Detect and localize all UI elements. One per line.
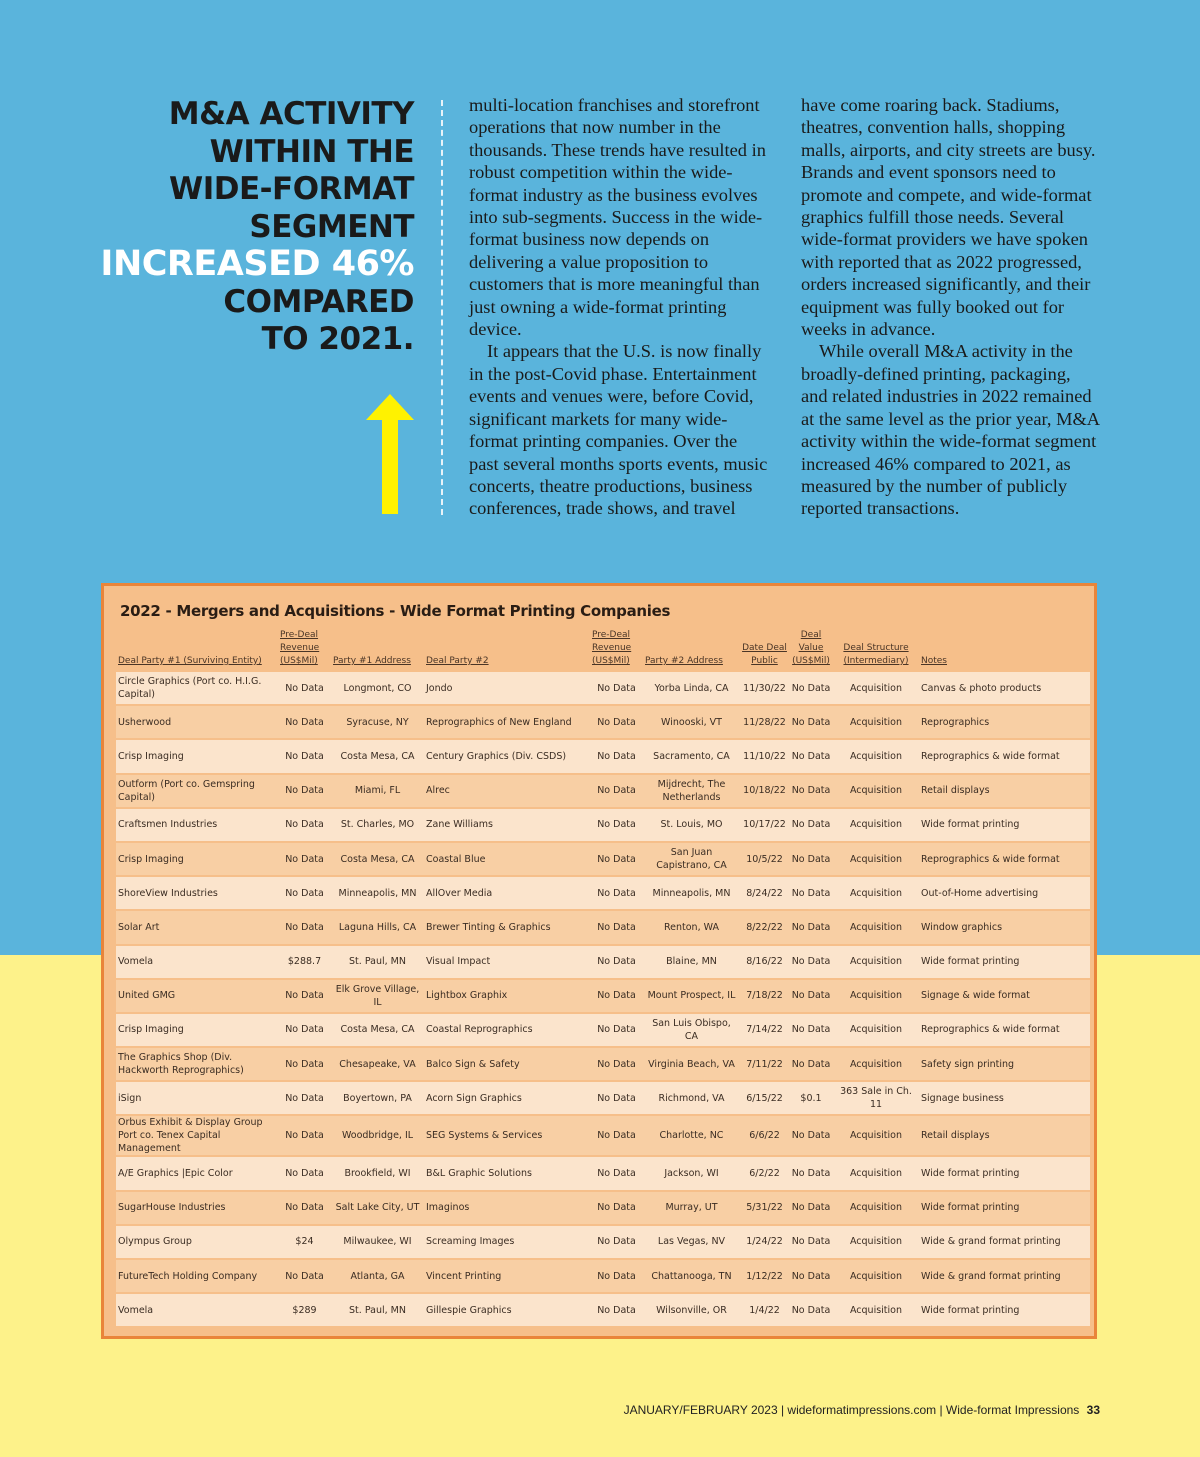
revenue2-cell: No Data — [590, 1191, 643, 1225]
notes-cell: Wide format printing — [919, 808, 1090, 842]
party1-cell: FutureTech Holding Company — [116, 1259, 278, 1293]
table-row — [116, 1191, 1090, 1225]
party2-cell: Gillespie Graphics — [424, 1293, 590, 1327]
value-cell: No Data — [789, 705, 833, 739]
notes-cell: Window graphics — [919, 910, 1090, 944]
party1-cell: A/E Graphics |Epic Color — [116, 1156, 278, 1190]
table-row — [116, 1225, 1090, 1259]
table-row — [116, 1293, 1090, 1327]
ma-table — [116, 626, 1090, 1328]
revenue2-cell: No Data — [590, 1047, 643, 1081]
party1-cell: The Graphics Shop (Div. Hackworth Reprographics) — [116, 1047, 278, 1081]
date-cell: 7/11/22 — [740, 1047, 789, 1081]
column-header: Date Deal Public — [742, 643, 787, 666]
revenue2-cell: No Data — [590, 705, 643, 739]
structure-cell: Acquisition — [833, 979, 919, 1013]
revenue2-cell: No Data — [590, 1013, 643, 1047]
notes-cell: Retail displays — [919, 774, 1090, 808]
arrow-up-icon — [366, 394, 414, 514]
date-cell: 1/12/22 — [740, 1259, 789, 1293]
article-column-2 — [801, 94, 1101, 520]
structure-cell: Acquisition — [833, 1191, 919, 1225]
structure-cell: Acquisition — [833, 1225, 919, 1259]
revenue1-cell: No Data — [278, 1081, 331, 1115]
value-cell: No Data — [789, 1013, 833, 1047]
notes-cell: Reprographics & wide format — [919, 842, 1090, 876]
structure-cell: Acquisition — [833, 739, 919, 773]
table-row — [116, 979, 1090, 1013]
pull-quote-highlight: INCREASED 46% — [100, 244, 414, 284]
notes-cell: Wide & grand format printing — [919, 1225, 1090, 1259]
column-divider — [441, 100, 443, 515]
address2-cell: Wilsonville, OR — [643, 1293, 740, 1327]
revenue1-cell: No Data — [278, 1259, 331, 1293]
value-cell: No Data — [789, 979, 833, 1013]
party2-cell: B&L Graphic Solutions — [424, 1156, 590, 1190]
notes-cell: Wide format printing — [919, 1293, 1090, 1327]
revenue1-cell: No Data — [278, 979, 331, 1013]
structure-cell: Acquisition — [833, 1156, 919, 1190]
party1-cell: Outform (Port co. Gemspring Capital) — [116, 774, 278, 808]
revenue1-cell: No Data — [278, 1191, 331, 1225]
pull-quote-line: TO 2021. — [261, 321, 414, 357]
address1-cell: Laguna Hills, CA — [331, 910, 424, 944]
table-row — [116, 945, 1090, 979]
value-cell: No Data — [789, 842, 833, 876]
revenue1-cell: No Data — [278, 808, 331, 842]
column-header: Party #2 Address — [645, 656, 723, 666]
party2-cell: AllOver Media — [424, 876, 590, 910]
address2-cell: Renton, WA — [643, 910, 740, 944]
party2-cell: Lightbox Graphix — [424, 979, 590, 1013]
column-header: Pre-Deal Revenue (US$Mil) — [280, 630, 320, 666]
party1-cell: Circle Graphics (Port co. H.I.G. Capital) — [116, 672, 278, 705]
revenue2-cell: No Data — [590, 1081, 643, 1115]
date-cell: 6/6/22 — [740, 1115, 789, 1156]
structure-cell: Acquisition — [833, 705, 919, 739]
revenue2-cell: No Data — [590, 1225, 643, 1259]
address2-cell: Murray, UT — [643, 1191, 740, 1225]
party2-cell: Acorn Sign Graphics — [424, 1081, 590, 1115]
date-cell: 8/24/22 — [740, 876, 789, 910]
address1-cell: Costa Mesa, CA — [331, 842, 424, 876]
revenue1-cell: No Data — [278, 774, 331, 808]
address1-cell: Elk Grove Village, IL — [331, 979, 424, 1013]
table-row — [116, 1115, 1090, 1156]
structure-cell: 363 Sale in Ch. 11 — [833, 1081, 919, 1115]
address2-cell: San Luis Obispo, CA — [643, 1013, 740, 1047]
address1-cell: Costa Mesa, CA — [331, 1013, 424, 1047]
party1-cell: Vomela — [116, 1293, 278, 1327]
table-body — [116, 672, 1090, 1327]
column-header: Party #1 Address — [333, 656, 411, 666]
pull-quote-line: WIDE-FORMAT — [169, 171, 414, 207]
structure-cell: Acquisition — [833, 808, 919, 842]
revenue2-cell: No Data — [590, 945, 643, 979]
address1-cell: Minneapolis, MN — [331, 876, 424, 910]
column-header: Deal Structure (Intermediary) — [843, 643, 909, 666]
value-cell: No Data — [789, 910, 833, 944]
party1-cell: Olympus Group — [116, 1225, 278, 1259]
footer-text: JANUARY/FEBRUARY 2023 | wideformatimpressions.com | Wide-format Impressions — [623, 1403, 1080, 1417]
address2-cell: San Juan Capistrano, CA — [643, 842, 740, 876]
party1-cell: Usherwood — [116, 705, 278, 739]
table-row — [116, 1013, 1090, 1047]
address2-cell: Yorba Linda, CA — [643, 672, 740, 705]
address2-cell: Blaine, MN — [643, 945, 740, 979]
value-cell: No Data — [789, 672, 833, 705]
revenue2-cell: No Data — [590, 1259, 643, 1293]
address2-cell: Mijdrecht, The Netherlands — [643, 774, 740, 808]
address1-cell: Woodbridge, IL — [331, 1115, 424, 1156]
pull-quote-line: SEGMENT — [249, 208, 414, 245]
structure-cell: Acquisition — [833, 1293, 919, 1327]
party2-cell: Imaginos — [424, 1191, 590, 1225]
revenue1-cell: No Data — [278, 1013, 331, 1047]
notes-cell: Wide format printing — [919, 1156, 1090, 1190]
address1-cell: St. Paul, MN — [331, 1293, 424, 1327]
notes-cell: Retail displays — [919, 1115, 1090, 1156]
party2-cell: Alrec — [424, 774, 590, 808]
page-footer — [624, 1403, 1100, 1417]
address2-cell: Chattanooga, TN — [643, 1259, 740, 1293]
notes-cell: Wide format printing — [919, 1191, 1090, 1225]
date-cell: 10/18/22 — [740, 774, 789, 808]
column-header: Pre-Deal Revenue (US$Mil) — [592, 630, 632, 666]
article-paragraph: have come roaring back. Stadiums, theatres, convention halls, shopping malls, airports, and city streets are busy. Brands and event sponsors need to promote and compete, and wide-format graphics fulfill those needs. Several wide-format providers we have spoken with reported that as 2022 progressed, orders increased significantly, and their equipment was fully booked out for weeks in advance. — [801, 95, 1096, 340]
table-row — [116, 842, 1090, 876]
party1-cell: Crisp Imaging — [116, 739, 278, 773]
address2-cell: Charlotte, NC — [643, 1115, 740, 1156]
article-paragraph: multi-location franchises and storefront operations that now number in the thousands. These trends have resulted in robust competition within the wide-format industry as the business evolves into sub-segments. Success in the wide-format business now depends on delivering a value proposition to customers that is more meaningful than just owning a wide-format printing device. — [469, 95, 766, 340]
address1-cell: Chesapeake, VA — [331, 1047, 424, 1081]
revenue1-cell: $288.7 — [278, 945, 331, 979]
revenue2-cell: No Data — [590, 1115, 643, 1156]
notes-cell: Reprographics & wide format — [919, 739, 1090, 773]
structure-cell: Acquisition — [833, 945, 919, 979]
structure-cell: Acquisition — [833, 774, 919, 808]
address2-cell: Sacramento, CA — [643, 739, 740, 773]
article-paragraph: While overall M&A activity in the broadly-defined printing, packaging, and related industries in 2022 remained at the same level as the prior year, M&A activity within the wide-format segment increased 46% compared to 2021, as measured by the number of publicly reported transactions. — [801, 341, 1100, 519]
address2-cell: Virginia Beach, VA — [643, 1047, 740, 1081]
party1-cell: United GMG — [116, 979, 278, 1013]
party2-cell: Screaming Images — [424, 1225, 590, 1259]
notes-cell: Wide & grand format printing — [919, 1259, 1090, 1293]
pull-quote-line: M&A ACTIVITY — [168, 96, 414, 132]
address2-cell: Las Vegas, NV — [643, 1225, 740, 1259]
date-cell: 1/4/22 — [740, 1293, 789, 1327]
pull-quote-line: WITHIN THE — [209, 133, 414, 170]
address2-cell: Minneapolis, MN — [643, 876, 740, 910]
revenue2-cell: No Data — [590, 672, 643, 705]
table-title: 2022 - Mergers and Acquisitions - Wide Format Printing Companies — [120, 602, 671, 620]
value-cell: No Data — [789, 774, 833, 808]
ma-table-panel — [101, 583, 1097, 1339]
structure-cell: Acquisition — [833, 1047, 919, 1081]
revenue2-cell: No Data — [590, 1156, 643, 1190]
revenue1-cell: No Data — [278, 876, 331, 910]
address1-cell: Costa Mesa, CA — [331, 739, 424, 773]
revenue2-cell: No Data — [590, 808, 643, 842]
notes-cell: Reprographics & wide format — [919, 1013, 1090, 1047]
revenue2-cell: No Data — [590, 910, 643, 944]
column-header: Notes — [921, 656, 947, 666]
date-cell: 5/31/22 — [740, 1191, 789, 1225]
address1-cell: Atlanta, GA — [331, 1259, 424, 1293]
value-cell: No Data — [789, 1047, 833, 1081]
party1-cell: Solar Art — [116, 910, 278, 944]
revenue1-cell: $289 — [278, 1293, 331, 1327]
table-row — [116, 1081, 1090, 1115]
value-cell: No Data — [789, 945, 833, 979]
revenue2-cell: No Data — [590, 876, 643, 910]
notes-cell: Signage & wide format — [919, 979, 1090, 1013]
party1-cell: Crisp Imaging — [116, 842, 278, 876]
party2-cell: Coastal Blue — [424, 842, 590, 876]
address1-cell: Brookfield, WI — [331, 1156, 424, 1190]
address1-cell: St. Paul, MN — [331, 945, 424, 979]
page-number: 33 — [1086, 1403, 1100, 1417]
party2-cell: Balco Sign & Safety — [424, 1047, 590, 1081]
structure-cell: Acquisition — [833, 876, 919, 910]
revenue2-cell: No Data — [590, 979, 643, 1013]
notes-cell: Out-of-Home advertising — [919, 876, 1090, 910]
notes-cell: Canvas & photo products — [919, 672, 1090, 705]
notes-cell: Wide format printing — [919, 945, 1090, 979]
value-cell: No Data — [789, 808, 833, 842]
table-row — [116, 1156, 1090, 1190]
address2-cell: Richmond, VA — [643, 1081, 740, 1115]
revenue1-cell: No Data — [278, 672, 331, 705]
address1-cell: Milwaukee, WI — [331, 1225, 424, 1259]
party2-cell: Visual Impact — [424, 945, 590, 979]
party2-cell: Century Graphics (Div. CSDS) — [424, 739, 590, 773]
structure-cell: Acquisition — [833, 1115, 919, 1156]
table-header-row — [116, 626, 1090, 672]
address2-cell: Mount Prospect, IL — [643, 979, 740, 1013]
address1-cell: Miami, FL — [331, 774, 424, 808]
address1-cell: St. Charles, MO — [331, 808, 424, 842]
revenue2-cell: No Data — [590, 842, 643, 876]
table-row — [116, 672, 1090, 705]
address1-cell: Boyertown, PA — [331, 1081, 424, 1115]
party1-cell: iSign — [116, 1081, 278, 1115]
date-cell: 10/5/22 — [740, 842, 789, 876]
address1-cell: Longmont, CO — [331, 672, 424, 705]
revenue1-cell: No Data — [278, 1047, 331, 1081]
date-cell: 11/30/22 — [740, 672, 789, 705]
table-row — [116, 739, 1090, 773]
pull-quote — [100, 96, 414, 359]
structure-cell: Acquisition — [833, 910, 919, 944]
party2-cell: Brewer Tinting & Graphics — [424, 910, 590, 944]
date-cell: 6/15/22 — [740, 1081, 789, 1115]
table-row — [116, 876, 1090, 910]
date-cell: 10/17/22 — [740, 808, 789, 842]
party1-cell: Orbus Exhibit & Display Group Port co. Tenex Capital Management — [116, 1115, 278, 1156]
party2-cell: Vincent Printing — [424, 1259, 590, 1293]
pull-quote-line: COMPARED — [223, 283, 414, 320]
value-cell: No Data — [789, 1115, 833, 1156]
value-cell: No Data — [789, 1225, 833, 1259]
notes-cell: Safety sign printing — [919, 1047, 1090, 1081]
address2-cell: St. Louis, MO — [643, 808, 740, 842]
column-header: Deal Value (US$Mil) — [792, 630, 830, 666]
revenue1-cell: $24 — [278, 1225, 331, 1259]
value-cell: $0.1 — [789, 1081, 833, 1115]
party1-cell: Craftsmen Industries — [116, 808, 278, 842]
address2-cell: Jackson, WI — [643, 1156, 740, 1190]
value-cell: No Data — [789, 1259, 833, 1293]
party1-cell: SugarHouse Industries — [116, 1191, 278, 1225]
revenue1-cell: No Data — [278, 739, 331, 773]
revenue1-cell: No Data — [278, 705, 331, 739]
date-cell: 7/18/22 — [740, 979, 789, 1013]
table-row — [116, 705, 1090, 739]
party2-cell: Jondo — [424, 672, 590, 705]
date-cell: 11/10/22 — [740, 739, 789, 773]
value-cell: No Data — [789, 1293, 833, 1327]
article-column-1 — [469, 94, 769, 520]
revenue1-cell: No Data — [278, 1156, 331, 1190]
date-cell: 1/24/22 — [740, 1225, 789, 1259]
table-row — [116, 1259, 1090, 1293]
address1-cell: Salt Lake City, UT — [331, 1191, 424, 1225]
table-row — [116, 910, 1090, 944]
party2-cell: Reprographics of New England — [424, 705, 590, 739]
column-header: Deal Party #2 — [426, 656, 489, 666]
structure-cell: Acquisition — [833, 1013, 919, 1047]
table-row — [116, 774, 1090, 808]
notes-cell: Signage business — [919, 1081, 1090, 1115]
party1-cell: Crisp Imaging — [116, 1013, 278, 1047]
party2-cell: SEG Systems & Services — [424, 1115, 590, 1156]
date-cell: 6/2/22 — [740, 1156, 789, 1190]
date-cell: 11/28/22 — [740, 705, 789, 739]
structure-cell: Acquisition — [833, 672, 919, 705]
article-paragraph: It appears that the U.S. is now finally in the post-Covid phase. Entertainment events and venues were, before Covid, significant markets for many wide-format printing companies. Over the past several months sports events, music concerts, theatre productions, business conferences, trade shows, and travel — [469, 341, 768, 519]
value-cell: No Data — [789, 1191, 833, 1225]
notes-cell: Reprographics — [919, 705, 1090, 739]
date-cell: 8/22/22 — [740, 910, 789, 944]
revenue1-cell: No Data — [278, 842, 331, 876]
date-cell: 8/16/22 — [740, 945, 789, 979]
revenue2-cell: No Data — [590, 739, 643, 773]
revenue2-cell: No Data — [590, 774, 643, 808]
address1-cell: Syracuse, NY — [331, 705, 424, 739]
address2-cell: Winooski, VT — [643, 705, 740, 739]
party1-cell: Vomela — [116, 945, 278, 979]
revenue1-cell: No Data — [278, 910, 331, 944]
party1-cell: ShoreView Industries — [116, 876, 278, 910]
revenue1-cell: No Data — [278, 1115, 331, 1156]
date-cell: 7/14/22 — [740, 1013, 789, 1047]
table-row — [116, 808, 1090, 842]
column-header: Deal Party #1 (Surviving Entity) — [118, 656, 262, 666]
table-row — [116, 1047, 1090, 1081]
structure-cell: Acquisition — [833, 1259, 919, 1293]
party2-cell: Coastal Reprographics — [424, 1013, 590, 1047]
value-cell: No Data — [789, 739, 833, 773]
party2-cell: Zane Williams — [424, 808, 590, 842]
revenue2-cell: No Data — [590, 1293, 643, 1327]
value-cell: No Data — [789, 1156, 833, 1190]
structure-cell: Acquisition — [833, 842, 919, 876]
value-cell: No Data — [789, 876, 833, 910]
